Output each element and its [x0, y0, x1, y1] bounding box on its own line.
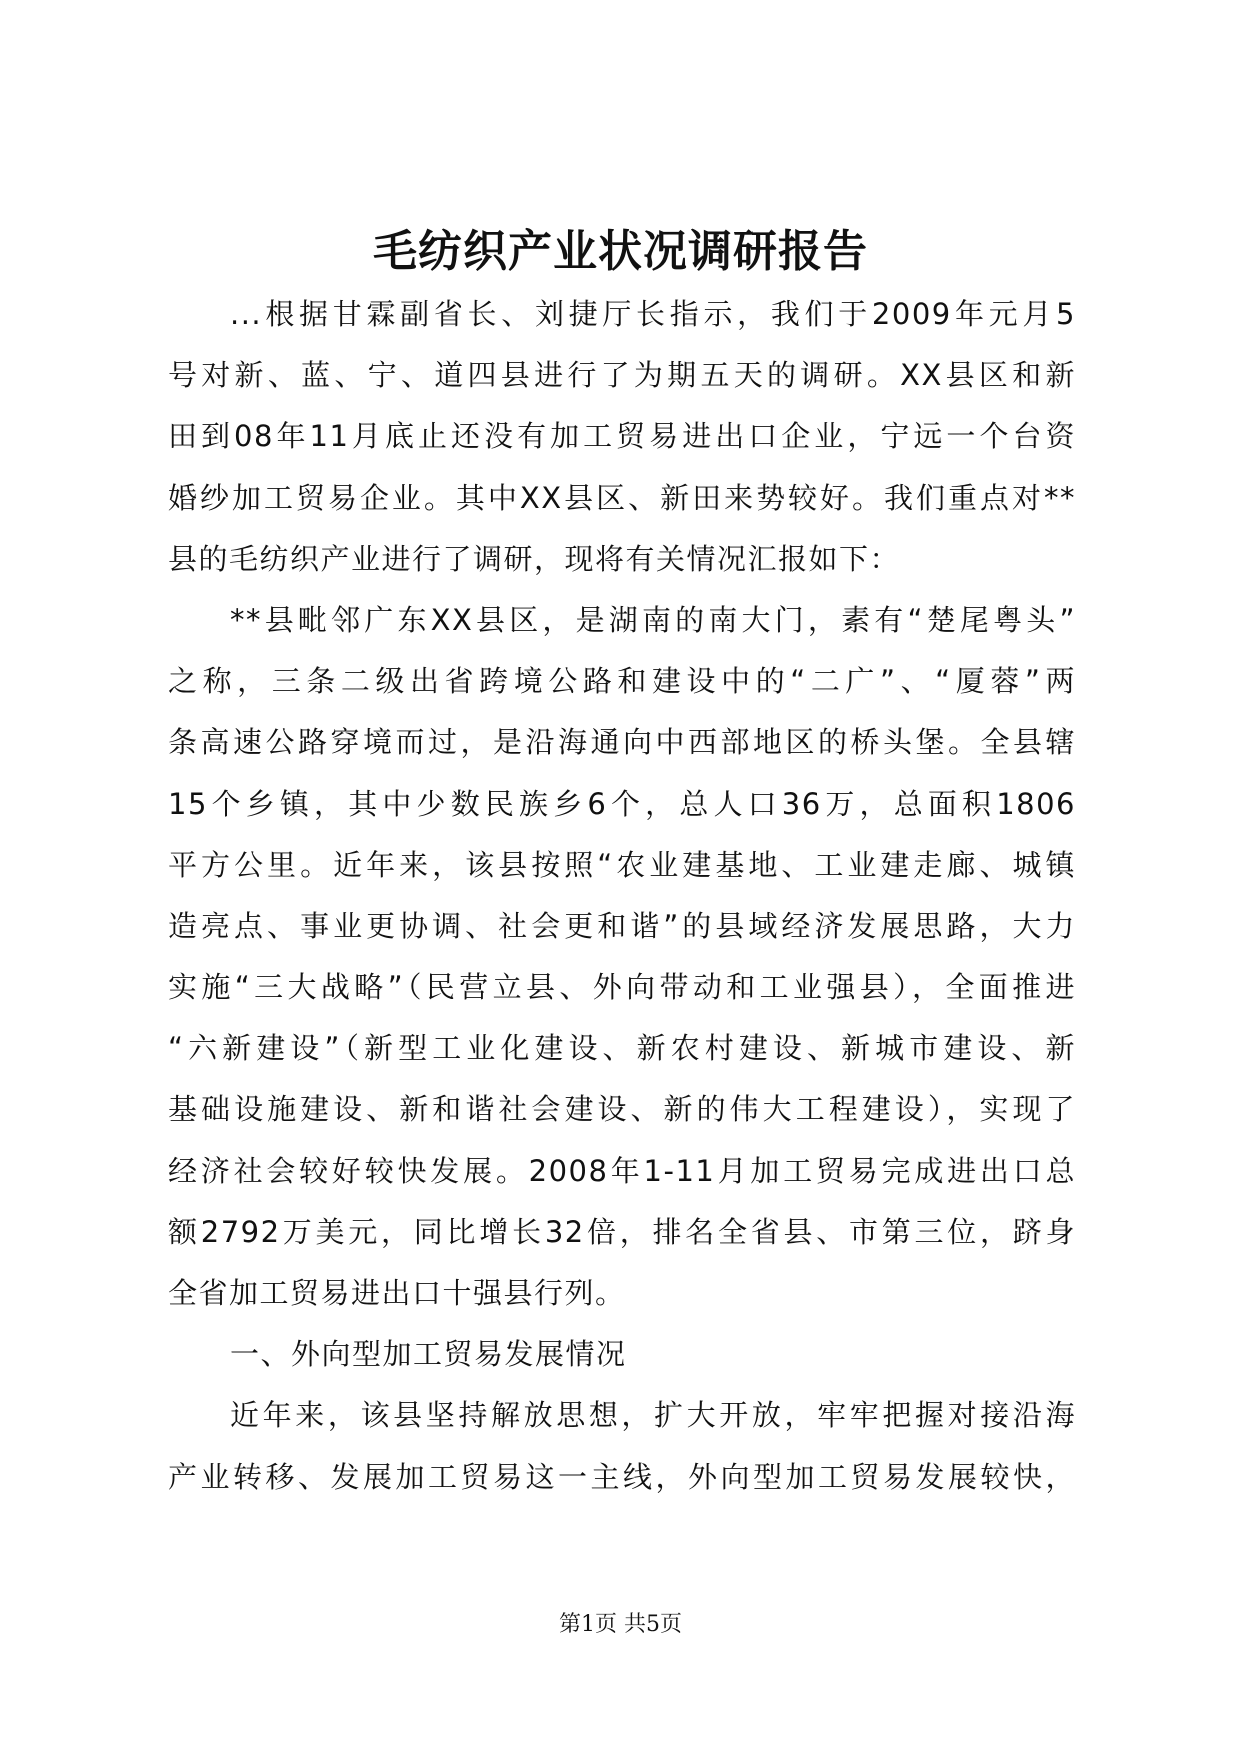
body-line: 产业转移、发展加工贸易这一主线，外向型加工贸易发展较快，: [168, 1459, 1076, 1494]
body-line: 造亮点、事业更协调、社会更和谐”的县域经济发展思路，大力: [168, 908, 1076, 943]
body-line: 基础设施建设、新和谐社会建设、新的伟大工程建设），实现了: [168, 1092, 1076, 1127]
body-line: 婚纱加工贸易企业。其中XX县区、新田来势较好。我们重点对**: [168, 480, 1076, 515]
body-line: 县的毛纺织产业进行了调研，现将有关情况汇报如下：: [168, 541, 901, 576]
document-title: 毛纺织产业状况调研报告: [373, 226, 868, 277]
body-line: 平方公里。近年来，该县按照“农业建基地、工业建走廊、城镇: [168, 847, 1076, 882]
page-footer: 第1页 共5页: [559, 1612, 682, 1637]
body-line: 条高速公路穿境而过，是沿海通向中西部地区的桥头堡。全县辖: [168, 725, 1076, 760]
body-line: 15个乡镇，其中少数民族乡6个，总人口36万，总面积1806: [168, 786, 1076, 821]
body-line: 实施“三大战略”（民营立县、外向带动和工业强县），全面推进: [168, 970, 1076, 1005]
body-line: 全省加工贸易进出口十强县行列。: [168, 1276, 626, 1310]
body-line: 经济社会较好较快发展。2008年1-11月加工贸易完成进出口总: [168, 1153, 1076, 1188]
body-line: 田到08年11月底止还没有加工贸易进出口企业，宁远一个台资: [168, 419, 1076, 454]
body-line: ...根据甘霖副省长、刘捷厅长指示，我们于2009年元月5: [230, 297, 1076, 331]
body-line: 近年来，该县坚持解放思想，扩大开放，牢牢把握对接沿海: [230, 1398, 1076, 1433]
body-line: 号对新、蓝、宁、道四县进行了为期五天的调研。XX县区和新: [168, 358, 1076, 393]
body-line: 之称，三条二级出省跨境公路和建设中的“二广”、“厦蓉”两: [168, 664, 1076, 699]
body-line: **县毗邻广东XX县区，是湖南的南大门，素有“楚尾粤头”: [230, 602, 1076, 637]
section-heading: 一、外向型加工贸易发展情况: [230, 1337, 627, 1372]
document-body: [168, 284, 1076, 1508]
body-line: “六新建设”（新型工业化建设、新农村建设、新城市建设、新: [168, 1031, 1076, 1066]
body-line: 额2792万美元，同比增长32倍，排名全省县、市第三位，跻身: [168, 1214, 1076, 1249]
